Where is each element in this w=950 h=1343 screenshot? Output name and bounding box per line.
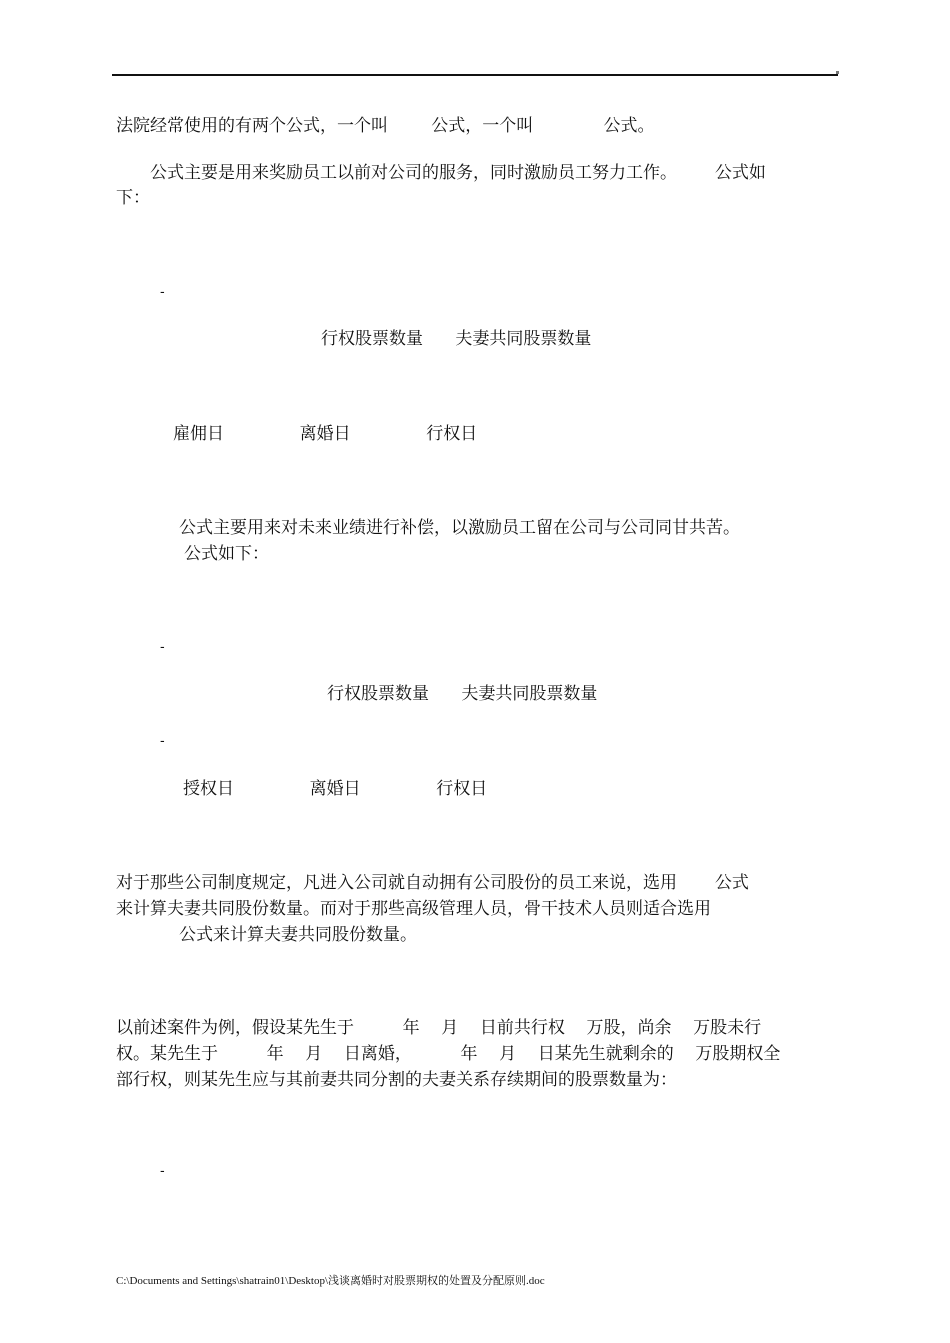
example-paragraph-line3: 部行权，则某先生应与其前妻共同分割的夫妻关系存续期间的股票数量为： bbox=[116, 1070, 677, 1090]
header-rule bbox=[112, 74, 838, 76]
formula1-labels: 行权股票数量 夫妻共同股票数量 bbox=[321, 329, 592, 349]
formula2-minus: - bbox=[160, 638, 165, 654]
formula1-description: 公式主要是用来奖励员工以前对公司的服务，同时激励员工努力工作。 公式如 bbox=[150, 163, 766, 183]
example-paragraph-line1: 以前述案件为例，假设某先生于 年 月 日前共行权 万股，尚余 万股未行 bbox=[116, 1018, 762, 1038]
example-paragraph-line2: 权。某先生于 年 月 日离婚， 年 月 日某先生就剩余的 万股期权全 bbox=[116, 1044, 781, 1064]
formula2-description: 公式主要用来对未来业绩进行补偿，以激励员工留在公司与公司同甘共苦。 bbox=[179, 518, 740, 538]
formula2-labels: 行权股票数量 夫妻共同股票数量 bbox=[327, 684, 598, 704]
header-rule-mark bbox=[836, 71, 839, 74]
formula2-dates: 授权日 离婚日 行权日 bbox=[183, 779, 488, 799]
usage-paragraph-line1: 对于那些公司制度规定，凡进入公司就自动拥有公司股份的员工来说，选用 公式 bbox=[116, 873, 749, 893]
example-formula-minus: - bbox=[160, 1162, 165, 1178]
formula1-description-cont: 下： bbox=[116, 188, 150, 208]
formula1-minus: - bbox=[160, 283, 165, 299]
intro-line: 法院经常使用的有两个公式，一个叫 公式，一个叫 公式。 bbox=[116, 116, 655, 136]
usage-paragraph-line2: 来计算夫妻共同股份数量。而对于那些高级管理人员，骨干技术人员则适合选用 bbox=[116, 899, 711, 919]
formula2-description-cont: 公式如下： bbox=[184, 544, 269, 564]
formula1-dates: 雇佣日 离婚日 行权日 bbox=[173, 424, 478, 444]
usage-paragraph-line3: 公式来计算夫妻共同股份数量。 bbox=[179, 925, 417, 945]
document-path-footer: C:\Documents and Settings\shatrain01\Desktop\浅谈离婚时对股票期权的处置及分配原则.doc bbox=[116, 1275, 545, 1287]
formula2-minus-2: - bbox=[160, 732, 165, 748]
